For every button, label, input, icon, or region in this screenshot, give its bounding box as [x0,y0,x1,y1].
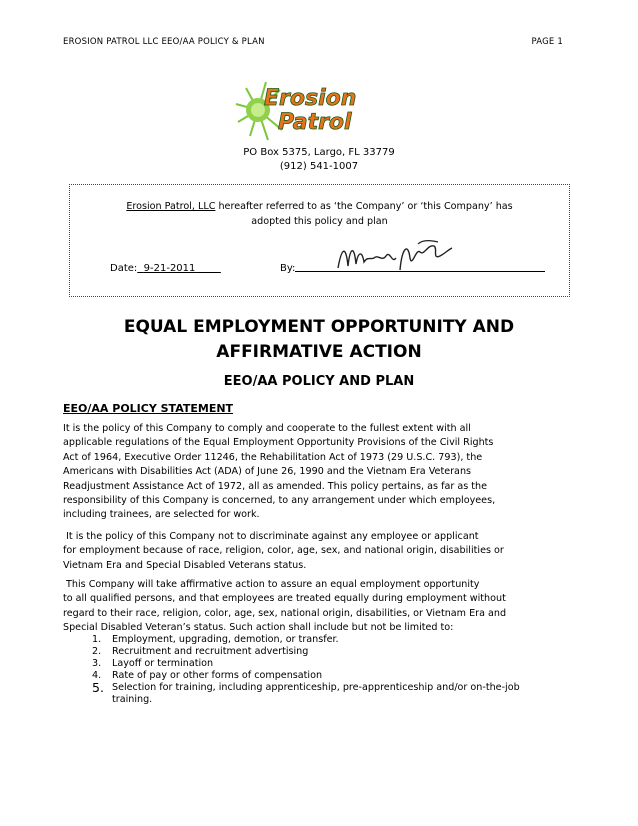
paragraph-line: Act of 1964, Executive Order 11246, the Rehabilitation Act of 1973 (29 U.S.C. 793), the [63,451,483,463]
company-name: Erosion Patrol, LLC [126,201,216,212]
list-item [92,670,572,682]
section-heading: EEO/AA POLICY STATEMENT [63,402,234,415]
adoption-statement [70,199,569,229]
paragraph-line: to all qualified persons, and that employees are treated equally during employment without [63,593,506,605]
list-text: Selection for training, including apprenticeship, pre-apprenticeship and/or on-the-job [112,682,520,693]
paragraph-line: applicable regulations of the Equal Employment Opportunity Provisions of the Civil Rights [63,437,494,449]
adoption-box [69,184,570,297]
paragraph-line: regard to their race, religion, color, age, sex, national origin, disabilities, or Vietnam Era and [63,607,507,619]
policy-paragraph-3 [63,578,573,636]
list-number: 4. [92,670,102,681]
page-number: PAGE 1 [531,37,563,47]
list-item [92,646,572,658]
list-number: 3. [92,658,102,669]
paragraph-line: for employment because of race, religion, color, age, sex, and national origin, disabilities or [63,545,504,557]
list-number: 1. [92,634,102,645]
date-line [110,263,221,274]
paragraph-line: Readjustment Assistance Act of 1972, all as amended. This policy pertains, as far as the [63,480,488,492]
paragraph-line: Vietnam Era and Special Disabled Veterans status. [63,559,307,571]
list-item [92,634,572,646]
paragraph-line: including trainees, are selected for work. [63,509,260,521]
list-text: Employment, upgrading, demotion, or transfer. [112,634,339,645]
policy-paragraph-1 [63,422,573,523]
title-line-2: AFFIRMATIVE ACTION [216,342,422,362]
paragraph-line: It is the policy of this Company not to discriminate against any employee or applicant [63,531,479,542]
paragraph-line: Americans with Disabilities Act (ADA) of June 26, 1990 and the Vietnam Era Veterans [63,466,472,478]
running-header-title: EROSION PATROL LLC EEO/AA POLICY & PLAN [63,37,265,47]
policy-paragraph-2 [63,530,573,573]
adoption-text-line2: adopted this policy and plan [251,216,388,227]
date-value: 9-21-2011 [143,263,196,274]
list-number: 5. [92,680,104,695]
paragraph-line: It is the policy of this Company to comply and cooperate to the fullest extent with all [63,423,471,434]
document-subtitle: EEO/AA POLICY AND PLAN [223,374,415,389]
by-label: By: [280,263,296,274]
list-item [92,682,572,706]
handwritten-signature [334,238,454,278]
paragraph-line: responsibility of this Company is concerned, to any arrangement under which employees, [63,495,496,507]
date-label: Date: [110,263,138,274]
title-line-1: EQUAL EMPLOYMENT OPPORTUNITY AND [123,317,515,337]
company-logo [232,74,364,146]
logo-word-2: Patrol [278,110,352,135]
action-list [92,634,572,706]
address-line: PO Box 5375, Largo, FL 33779 [243,147,395,158]
phone-line: (912) 541-1007 [279,161,359,172]
list-text: Rate of pay or other forms of compensation [112,670,323,681]
list-item [92,658,572,670]
list-text: Layoff or termination [112,658,214,669]
adoption-text-rest: hereafter referred to as ‘the Company’ or ‘this Company’ has [215,201,513,212]
logo-word-1: Erosion [264,86,357,111]
list-number: 2. [92,646,102,657]
list-text: Recruitment and recruitment advertising [112,646,309,657]
paragraph-line: Special Disabled Veteran’s status. Such action shall include but not be limited to: [63,622,454,634]
paragraph-line: This Company will take affirmative action to assure an equal employment opportunity [63,579,480,590]
list-text-continuation: training. [112,694,153,705]
document-title [0,316,638,363]
